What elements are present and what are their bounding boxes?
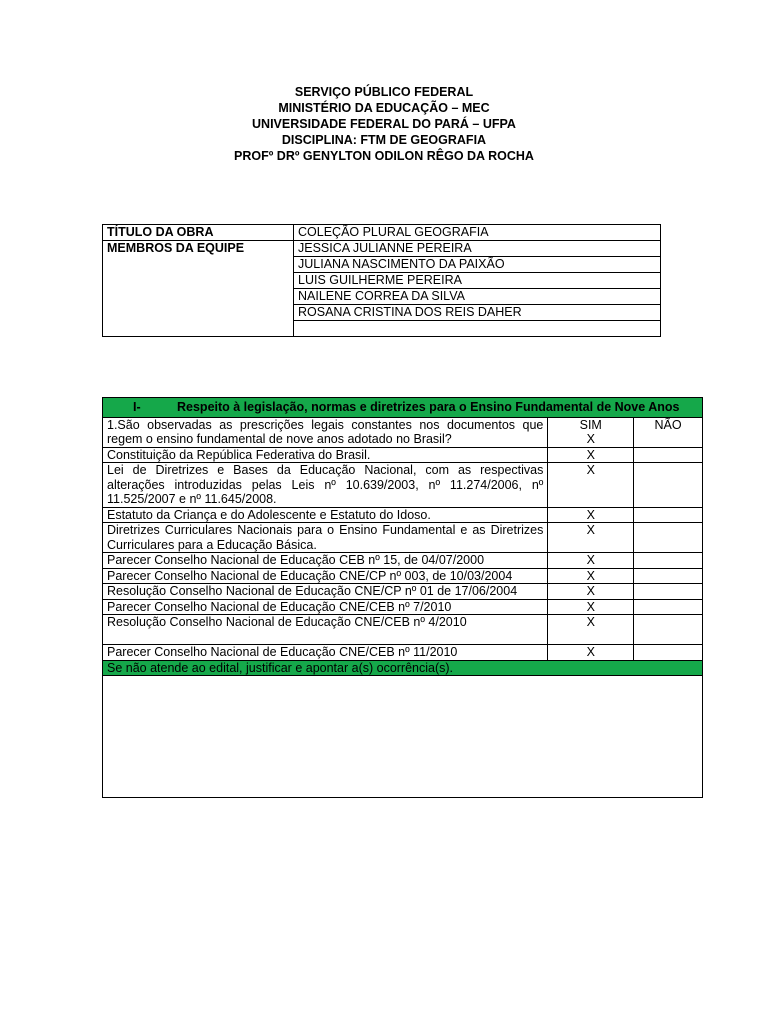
nao-mark [634,463,703,508]
sim-mark: X [548,463,634,508]
nao-mark [634,615,703,645]
sim-mark: X [586,432,595,446]
sim-column-header [548,417,634,447]
sim-label: SIM [579,417,602,432]
section-number: I- [133,400,141,414]
work-team-table [102,224,661,337]
table-row [103,225,661,241]
justification-area-row [103,676,703,798]
document-header [0,84,768,164]
table-row [103,463,703,508]
sim-mark: X [548,615,634,645]
nao-mark [634,645,703,661]
member-name: ROSANA CRISTINA DOS REIS DAHER [294,305,661,321]
criterion-text: Lei de Diretrizes e Bases da Educação Nacional, com as respectivas alterações introduzidas pelas Leis nº 10.639/2003, nº 11.274/2006, nº 11.525/2007 e nº 11.645/2008. [103,463,548,508]
nao-mark [634,568,703,584]
justify-label: Se não atende ao edital, justificar e apontar a(s) ocorrência(s). [103,660,703,676]
criterion-text: Resolução Conselho Nacional de Educação CNE/CEB nº 4/2010 [103,615,548,645]
sim-mark: X [548,447,634,463]
member-name: LUIS GUILHERME PEREIRA [294,273,661,289]
section-header-cell [103,398,703,418]
question-text: 1.São observadas as prescrições legais constantes nos documentos que regem o ensino fundamental de nove anos adotado no Brasil? [103,417,548,447]
criterion-text: Parecer Conselho Nacional de Educação CEB nº 15, de 04/07/2000 [103,553,548,569]
title-label: TÍTULO DA OBRA [103,225,294,241]
nao-mark [634,447,703,463]
header-line-discipline: DISCIPLINA: FTM DE GEOGRAFIA [281,133,487,147]
criterion-text: Parecer Conselho Nacional de Educação CNE/CEB nº 11/2010 [103,645,548,661]
table-row [103,599,703,615]
criteria-table [102,397,703,798]
table-row [103,615,703,645]
criterion-text: Estatuto da Criança e do Adolescente e Estatuto do Idoso. [103,507,548,523]
criterion-text: Constituição da República Federativa do Brasil. [103,447,548,463]
table-row [103,507,703,523]
sim-mark: X [548,584,634,600]
section-title: Respeito à legislação, normas e diretrizes para o Ensino Fundamental de Nove Anos [177,400,680,414]
justify-row [103,660,703,676]
member-name: NAILENE CORREA DA SILVA [294,289,661,305]
nao-mark [634,599,703,615]
member-name: JESSICA JULIANNE PEREIRA [294,241,661,257]
header-line-ministry: MINISTÉRIO DA EDUCAÇÃO – MEC [278,101,490,115]
sim-mark: X [548,507,634,523]
header-line-professor: PROFº DRº GENYLTON ODILON RÊGO DA ROCHA [234,149,534,163]
justification-area [103,676,703,798]
table-row [103,584,703,600]
header-line-university: UNIVERSIDADE FEDERAL DO PARÁ – UFPA [252,117,516,131]
table-row [103,523,703,553]
table-row [103,553,703,569]
table-row [103,241,661,257]
question-row [103,417,703,447]
table-row [103,645,703,661]
sim-mark: X [548,553,634,569]
nao-mark [634,584,703,600]
member-name: JULIANA NASCIMENTO DA PAIXÃO [294,257,661,273]
table-row [103,568,703,584]
table-row [103,447,703,463]
nao-mark [634,523,703,553]
nao-mark [634,507,703,523]
section-header-row [103,398,703,418]
criterion-text: Resolução Conselho Nacional de Educação CNE/CP nº 01 de 17/06/2004 [103,584,548,600]
sim-mark: X [548,645,634,661]
sim-mark: X [548,599,634,615]
nao-column-header: NÃO [634,417,703,447]
sim-mark: X [548,568,634,584]
title-value: COLEÇÃO PLURAL GEOGRAFIA [294,225,661,241]
criterion-text: Parecer Conselho Nacional de Educação CNE/CP nº 003, de 10/03/2004 [103,568,548,584]
team-label: MEMBROS DA EQUIPE [103,241,294,337]
empty-member-cell [294,321,661,337]
criterion-text: Parecer Conselho Nacional de Educação CNE/CEB nº 7/2010 [103,599,548,615]
header-line-federal-service: SERVIÇO PÚBLICO FEDERAL [294,85,474,99]
criterion-text: Diretrizes Curriculares Nacionais para o Ensino Fundamental e as Diretrizes Curriculares para a Educação Básica. [103,523,548,553]
sim-mark: X [548,523,634,553]
nao-mark [634,553,703,569]
